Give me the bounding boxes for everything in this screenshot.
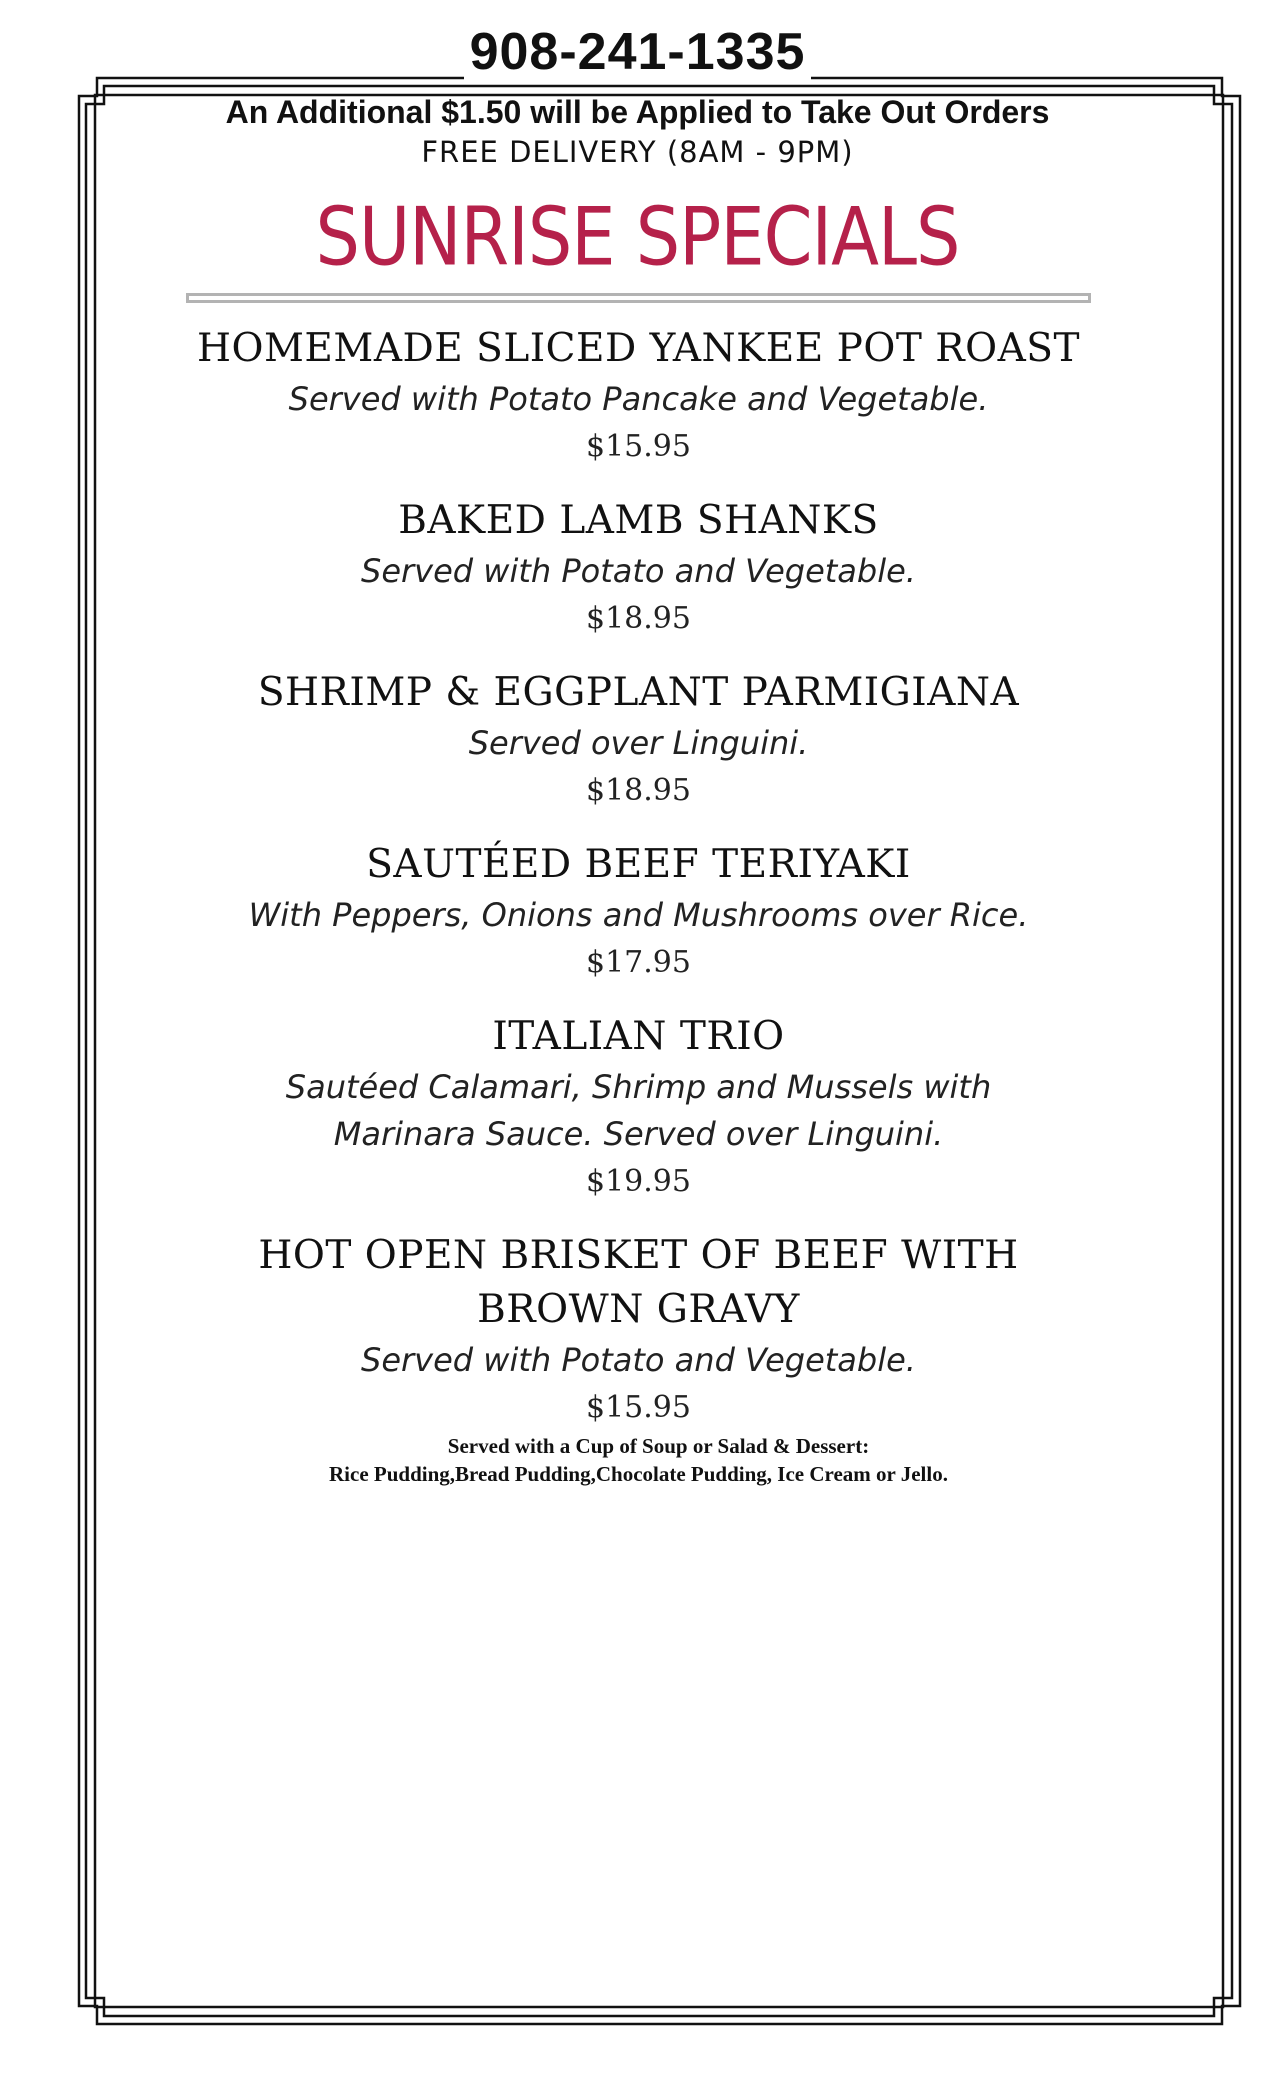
- menu-item: [186, 494, 1091, 642]
- menu-item: [186, 838, 1091, 986]
- menu-item: [186, 1010, 1091, 1205]
- page-title: SUNRISE SPECIALS: [315, 189, 960, 284]
- menu-item-description: Served with Potato and Vegetable.: [361, 552, 916, 590]
- menu-item-name: SHRIMP & EGGPLANT PARMIGIANA: [257, 670, 1020, 715]
- specials-list: [186, 322, 1091, 1455]
- menu-item-description: Served over Linguini.: [468, 724, 809, 762]
- menu-item-price: $18.95: [586, 773, 691, 808]
- menu-item-name: HOT OPEN BRISKET OF BEEF WITH BROWN GRAVY: [258, 1233, 1019, 1332]
- menu-item-description: Served with Potato and Vegetable.: [361, 1341, 916, 1379]
- menu-item-description: Served with Potato Pancake and Vegetable.: [288, 380, 989, 418]
- included-sides-line: Served with a Cup of Soup or Salad & Dessert:: [447, 1434, 870, 1458]
- dessert-options-line: Rice Pudding,Bread Pudding,Chocolate Pudding, Ice Cream or Jello.: [329, 1462, 948, 1486]
- menu-item-description: With Peppers, Onions and Mushrooms over Rice.: [248, 896, 1029, 934]
- menu-item-price: $15.95: [586, 429, 691, 464]
- menu-item-name: SAUTÉED BEEF TERIYAKI: [366, 842, 911, 887]
- menu-item: [186, 666, 1091, 814]
- menu-item-price: $19.95: [586, 1164, 691, 1199]
- menu-item-name: BAKED LAMB SHANKS: [398, 498, 879, 543]
- menu-item-price: $18.95: [586, 601, 691, 636]
- menu-item-price: $15.95: [586, 1390, 691, 1425]
- delivery-hours: FREE DELIVERY (8AM - 9PM): [421, 135, 854, 169]
- takeout-notice: An Additional $1.50 will be Applied to Take Out Orders: [225, 94, 1050, 130]
- phone-number: 908-241-1335: [0, 22, 1275, 82]
- divider: [186, 293, 1091, 303]
- included-sides-note: [186, 1432, 1091, 1488]
- menu-item-description: Sautéed Calamari, Shrimp and Mussels with: [285, 1068, 992, 1106]
- menu-item: [186, 1229, 1091, 1431]
- menu-item-description: Marinara Sauce. Served over Linguini.: [333, 1115, 944, 1153]
- menu-item-name: HOMEMADE SLICED YANKEE POT ROAST: [197, 326, 1080, 371]
- menu-item-name: ITALIAN TRIO: [492, 1014, 785, 1059]
- menu-item: [186, 322, 1091, 470]
- menu-item-price: $17.95: [586, 945, 691, 980]
